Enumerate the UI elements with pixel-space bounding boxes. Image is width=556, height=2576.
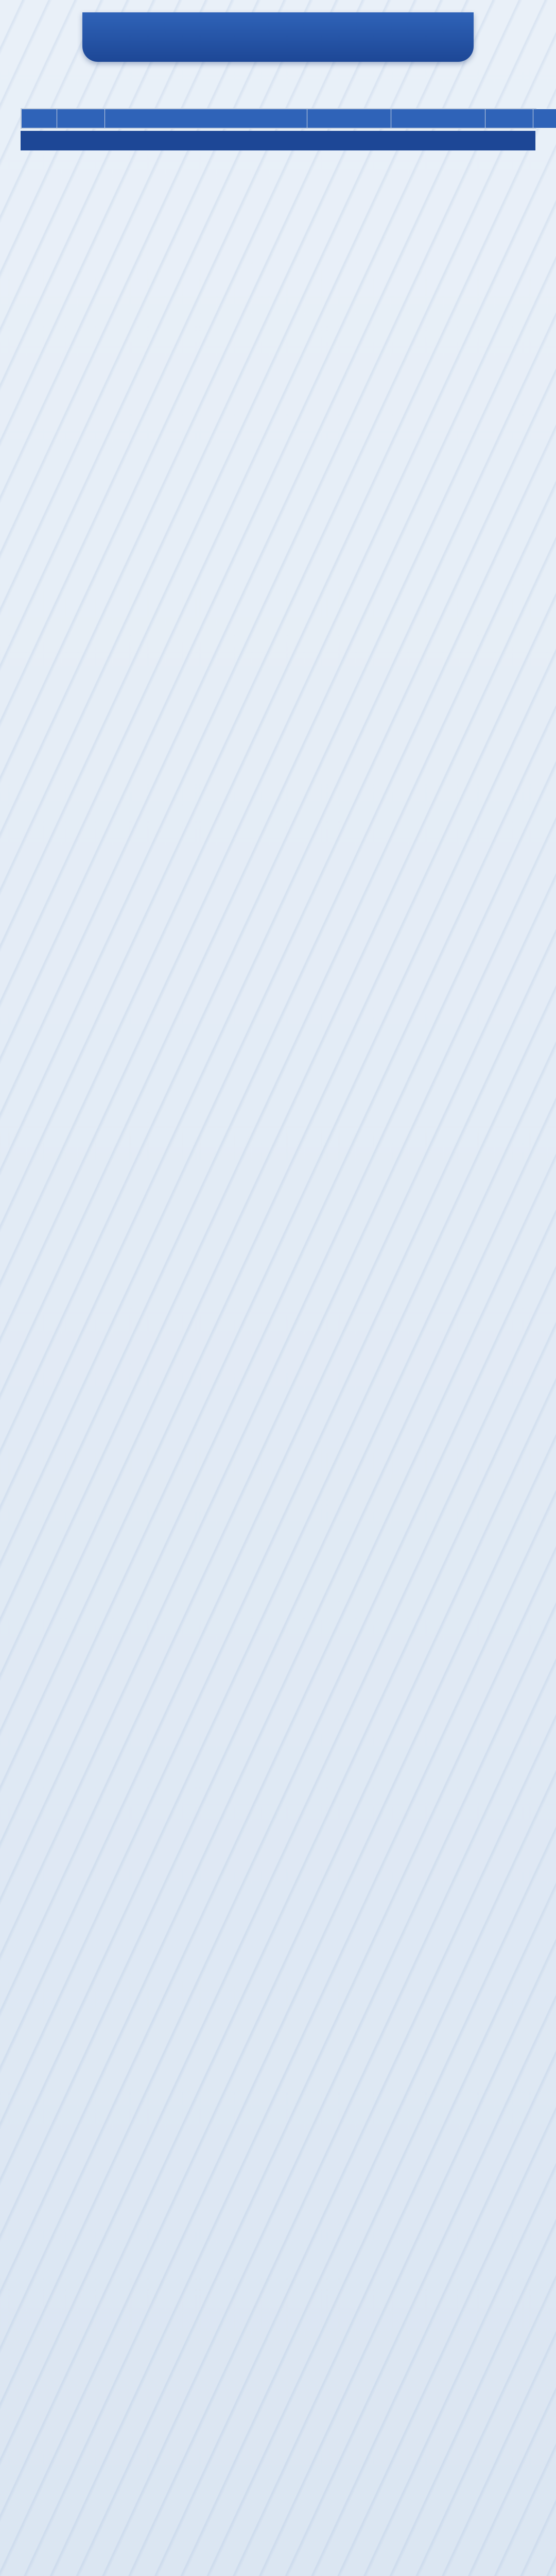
col-header-price xyxy=(533,109,556,128)
page xyxy=(21,0,535,2576)
section-a-footnote xyxy=(21,131,535,150)
col-header-note xyxy=(485,109,533,128)
page-title xyxy=(82,12,474,62)
table-header-row xyxy=(22,109,556,128)
col-header-spot-name xyxy=(105,109,307,128)
section-a-table xyxy=(21,108,536,129)
col-header-remark xyxy=(391,109,485,128)
col-header-address xyxy=(307,109,391,128)
col-header-number xyxy=(22,109,57,128)
col-header-city xyxy=(57,109,105,128)
